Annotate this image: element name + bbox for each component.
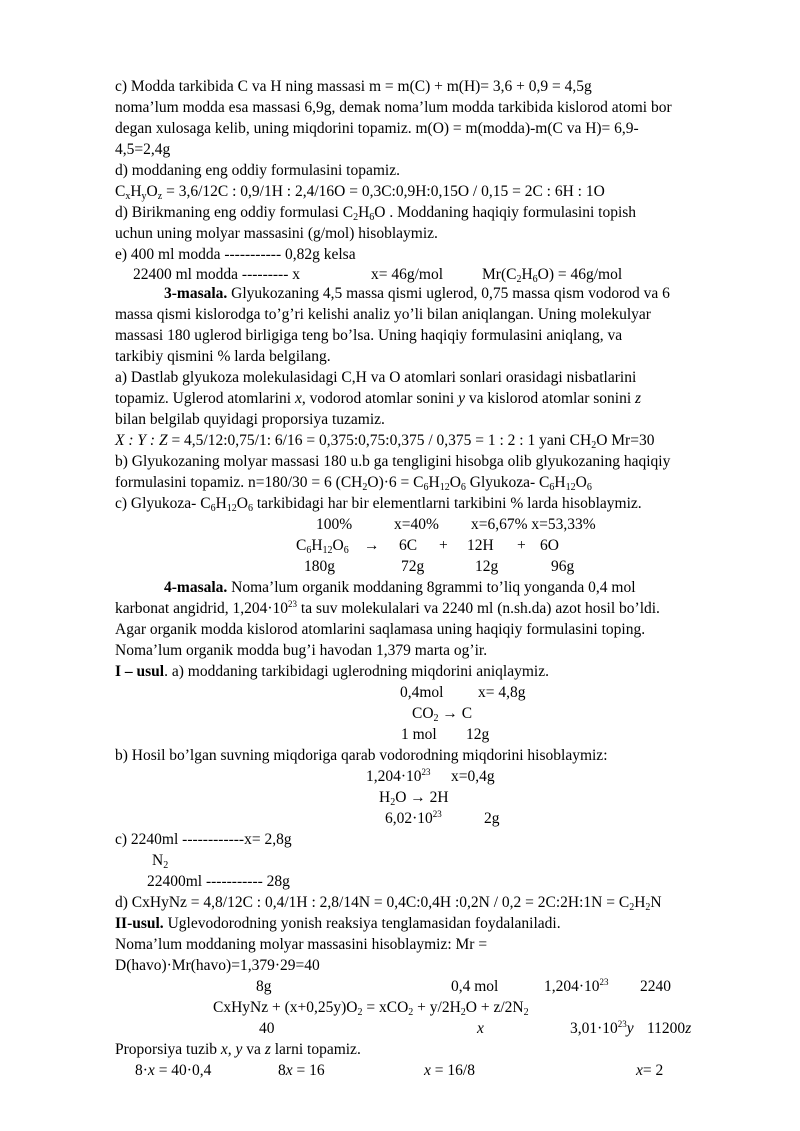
- table-cell: 2g: [484, 810, 500, 827]
- table-cell: 100%: [316, 516, 353, 533]
- text-line: Proporsiya tuzib x, y va z larni topamiz.: [115, 1041, 361, 1058]
- text-line: massasi 180 uglerod birligiga teng bo’lsa. Uning haqiqiy formulasini aniqlang, va: [115, 327, 623, 344]
- table-cell: 1 mol: [401, 726, 437, 743]
- table-cell: $N_2$: [152, 852, 169, 871]
- table-cell: +: [439, 537, 448, 554]
- problem-heading: 4-masala. Noma’lum organik moddaning 8grammi to’liq yonganda 0,4 mol: [164, 579, 636, 596]
- table-cell: $1,204\cdot 10^{23}$: [366, 767, 431, 785]
- table-cell: x=40%: [394, 516, 439, 533]
- text-line: massa qismi kislorodga to’g’ri kelishi analiz yo’li bilan aniqlangan. Uning molekulyar: [115, 306, 651, 323]
- formula-line: $C_xH_yO_z = 3,6/12C$ : 0,9/1H : 2,4/16O = 0,3C:0,9H:0,15O / 0,15 = 2C : 6H : 1O: [115, 183, 605, 202]
- text-line: 4,5=2,4g: [115, 141, 171, 158]
- text-line: x= 46g/mol: [371, 266, 444, 283]
- text-line: degan xulosaga kelib, uning miqdorini topamiz. m(O) = m(modda)-m(C va H)= 6,9-: [115, 120, 639, 137]
- table-cell: 8g: [256, 978, 272, 995]
- table-cell: 12g: [466, 726, 490, 743]
- text-line: 22400ml ----------- 28g: [147, 873, 290, 890]
- problem-heading: 3-masala. Glyukozaning 4,5 massa qismi uglerod, 0,75 massa qism vodorod va 6: [164, 285, 670, 302]
- text-line: uchun uning molyar massasini (g/mol) hisoblaymiz.: [115, 225, 438, 242]
- table-cell: 6O: [540, 537, 559, 554]
- text-line: noma’lum modda esa massasi 6,9g, demak noma’lum modda tarkibida kislorod atomi bor: [115, 99, 672, 116]
- formula-line: X : Y : Z = 4,5/12:0,75/1: 6/16 = 0,375:0,75:0,375 / 0,375 = 1 : 2 : 1 yani $CH_2O$ Mr=30: [115, 432, 655, 451]
- text-line: c) 2240ml ------------x= 2,8g: [115, 831, 292, 848]
- table-cell: 8x = 16: [278, 1062, 325, 1079]
- text-line: karbonat angidrid, $1,204\cdot 10^{23}$ ta suv molekulalari va 2240 ml (n.sh.da) azot hosil bo’ldi.: [115, 599, 660, 617]
- text-line: Noma’lum organik modda bug’i havodan 1,379 marta og’ir.: [115, 642, 488, 659]
- arrow: →: [364, 537, 380, 554]
- table-cell: x: [477, 1020, 484, 1037]
- text-line: Noma’lum moddaning molyar massasini hisoblaymiz: Mr =: [115, 936, 488, 953]
- text-line: topamiz. Uglerod atomlarini x, vodorod atomlar sonini y va kislorod atomlar sonini z: [115, 390, 642, 407]
- table-cell: $1,204\cdot 10^{23}$: [544, 977, 609, 995]
- text-line: b) Glyukozaning molyar massasi 180 u.b ga tengligini hisobga olib glyukozaning haqiqiy: [115, 453, 671, 470]
- text-line: d) CxHyNz = 4,8/12C : 0,4/1H : 2,8/14N = 0,4C:0,4H :0,2N / 0,2 = 2C:2H:1N = $C_2H_2N$: [115, 894, 662, 913]
- text-line: c) Glyukoza- $C_6H_{12}O_6$ tarkibidagi har bir elementlarni tarkibini % larda hisoblaymiz.: [115, 495, 642, 514]
- text-line: d) Birikmaning eng oddiy formulasi $C_2H_6O$ . Moddaning haqiqiy formulasini topish: [115, 204, 637, 223]
- table-cell: 6C: [399, 537, 418, 554]
- text-line: D(havo)·Mr(havo)=1,379·29=40: [115, 957, 320, 974]
- table-cell: 72g: [401, 558, 425, 575]
- table-cell: 40: [259, 1020, 275, 1037]
- table-cell: 180g: [304, 558, 335, 575]
- text-line: e) 400 ml modda ----------- 0,82g kelsa: [115, 246, 356, 263]
- text-line: formulasini topamiz. n=180/30 = 6 $(CH_2O)\cdot 6 = C_6H_{12}O_6$ Glyukoza- $C_6H_{12}O_6$: [115, 474, 592, 493]
- text-line: 22400 ml modda --------- x: [133, 266, 301, 283]
- text-line: $Mr(C_2H_6O) = 46g/mol$: [482, 266, 623, 285]
- equation: CxHyNz + $(x+0,25y)O_2 = xCO_2 + y/2H_2O + z/2N_2$: [213, 999, 529, 1018]
- table-cell: 96g: [551, 558, 575, 575]
- table-cell: 11200z: [647, 1020, 692, 1037]
- table-cell: +: [517, 537, 526, 554]
- table-cell: x= 2: [636, 1062, 664, 1079]
- table-cell: $3,01\cdot 10^{23}y$: [570, 1019, 634, 1037]
- table-cell: x= 4,8g: [478, 684, 526, 701]
- table-cell: $6,02\cdot 10^{23}$: [385, 809, 442, 827]
- table-cell: 12g: [475, 558, 499, 575]
- text-line: tarkibiy qismini % larda belgilang.: [115, 348, 331, 365]
- text-line: bilan belgilab quyidagi proporsiya tuzamiz.: [115, 411, 385, 428]
- method-heading: II-usul. Uglevodorodning yonish reaksiya tenglamasidan foydalaniladi.: [115, 915, 561, 932]
- text-line: a) Dastlab glyukoza molekulasidagi C,H va O atomlari sonlari orasidagi nisbatlarini: [115, 369, 637, 386]
- text-line: d) moddaning eng oddiy formulasini topamiz.: [115, 162, 400, 179]
- method-heading: I – usul. a) moddaning tarkibidagi uglerodning miqdorini aniqlaymiz.: [115, 663, 549, 680]
- table-cell: $CO_2 \to C$: [412, 705, 473, 724]
- table-cell: x=6,67% x=53,33%: [471, 516, 596, 533]
- text-line: c) Modda tarkibida C va H ning massasi m = m(C) + m(H)= 3,6 + 0,9 = 4,5g: [115, 78, 592, 95]
- table-cell: 0,4 mol: [451, 978, 499, 995]
- table-cell: $C_6H_{12}O_6$: [296, 537, 349, 556]
- text-line: b) Hosil bo’lgan suvning miqdoriga qarab vodorodning miqdorini hisoblaymiz:: [115, 747, 608, 764]
- table-cell: 12H: [467, 537, 494, 554]
- table-cell: x=0,4g: [451, 768, 495, 785]
- table-cell: 2240: [640, 978, 671, 995]
- table-cell: $H_2O \to 2H$: [379, 789, 449, 808]
- table-cell: x = 16/8: [424, 1062, 475, 1079]
- table-cell: 0,4mol: [400, 684, 444, 701]
- table-cell: 8·x = 40·0,4: [135, 1062, 212, 1079]
- text-line: Agar organik modda kislorod atomlarini saqlamasa uning haqiqiy formulasini toping.: [115, 621, 646, 638]
